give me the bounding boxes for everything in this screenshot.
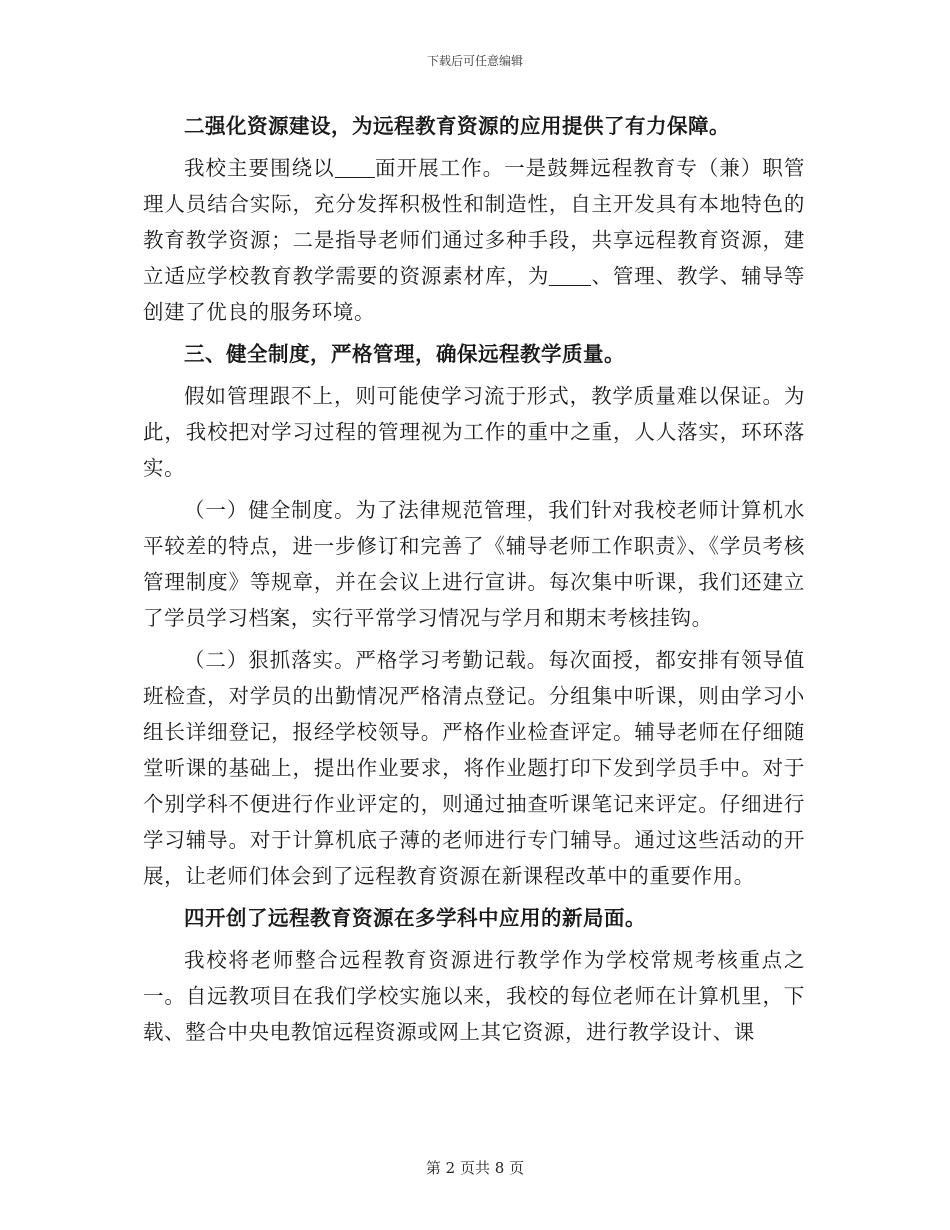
document-body: [143, 108, 805, 1056]
section-4-heading: 四开创了远程教育资源在多学科中应用的新局面。: [184, 906, 646, 930]
page-header: 下载后可任意编辑: [426, 54, 523, 68]
section-2-text-c: 、管理、教学、辅导等创建了优良的服务环境。: [143, 264, 805, 324]
page-footer: 第 2 页共 8 页: [425, 1159, 525, 1177]
section-2-heading: 二强化资源建设，为远程教育资源的应用提供了有力保障。: [184, 114, 730, 138]
fill-blank-1: [335, 157, 375, 178]
section-2-text-b: 面开展工作。一是鼓舞远程教育专（兼）职管理人员结合实际，充分发挥积极性和制造性，自主开发具有本地特色的教育教学资源；二是指导老师们通过多种手段，共享远程教育资源，建立适应学校教育教学需要的资源素材库，为: [143, 156, 806, 288]
section-3-paragraph-2: （一）健全制度。为了法律规范管理，我们针对我校老师计算机水平较差的特点，进一步修订和完善了《辅导老师工作职责》、《学员考核管理制度》等规章，并在会议上进行宣讲。每次集中听课，我们还建立了学员学习档案，实行平常学习情况与学月和期末考核挂钩。: [143, 498, 805, 630]
section-3-heading: 三、健全制度，严格管理，确保远程教学质量。: [184, 342, 625, 366]
section-4-paragraph-1: 我校将老师整合远程教育资源进行教学作为学校常规考核重点之一。自远教项目在我们学校实施以来，我校的每位老师在计算机里，下载、整合中央电教馆远程资源或网上其它资源，进行教学设计、课: [143, 948, 805, 1044]
section-2-text-a: 我校主要围绕以: [184, 156, 335, 180]
section-3-paragraph-3: （二）狠抓落实。严格学习考勤记载。每次面授，都安排有领导值班检查，对学员的出勤情况严格清点登记。分组集中听课，则由学习小组长详细登记，报经学校领导。严格作业检查评定。辅导老师在仔细随堂听课的基础上，提出作业要求，将作业题打印下发到学员手中。对于个别学科不便进行作业评定的，则通过抽查听课笔记来评定。仔细进行学习辅导。对于计算机底子薄的老师进行专门辅导。通过这些活动的开展，让老师们体会到了远程教育资源在新课程改革中的重要作用。: [143, 648, 805, 888]
section-3-paragraph-1: 假如管理跟不上，则可能使学习流于形式，教学质量难以保证。为此，我校把对学习过程的管理视为工作的重中之重，人人落实，环环落实。: [143, 384, 805, 480]
section-2-paragraph: [143, 150, 805, 330]
fill-blank-2: [549, 265, 591, 286]
